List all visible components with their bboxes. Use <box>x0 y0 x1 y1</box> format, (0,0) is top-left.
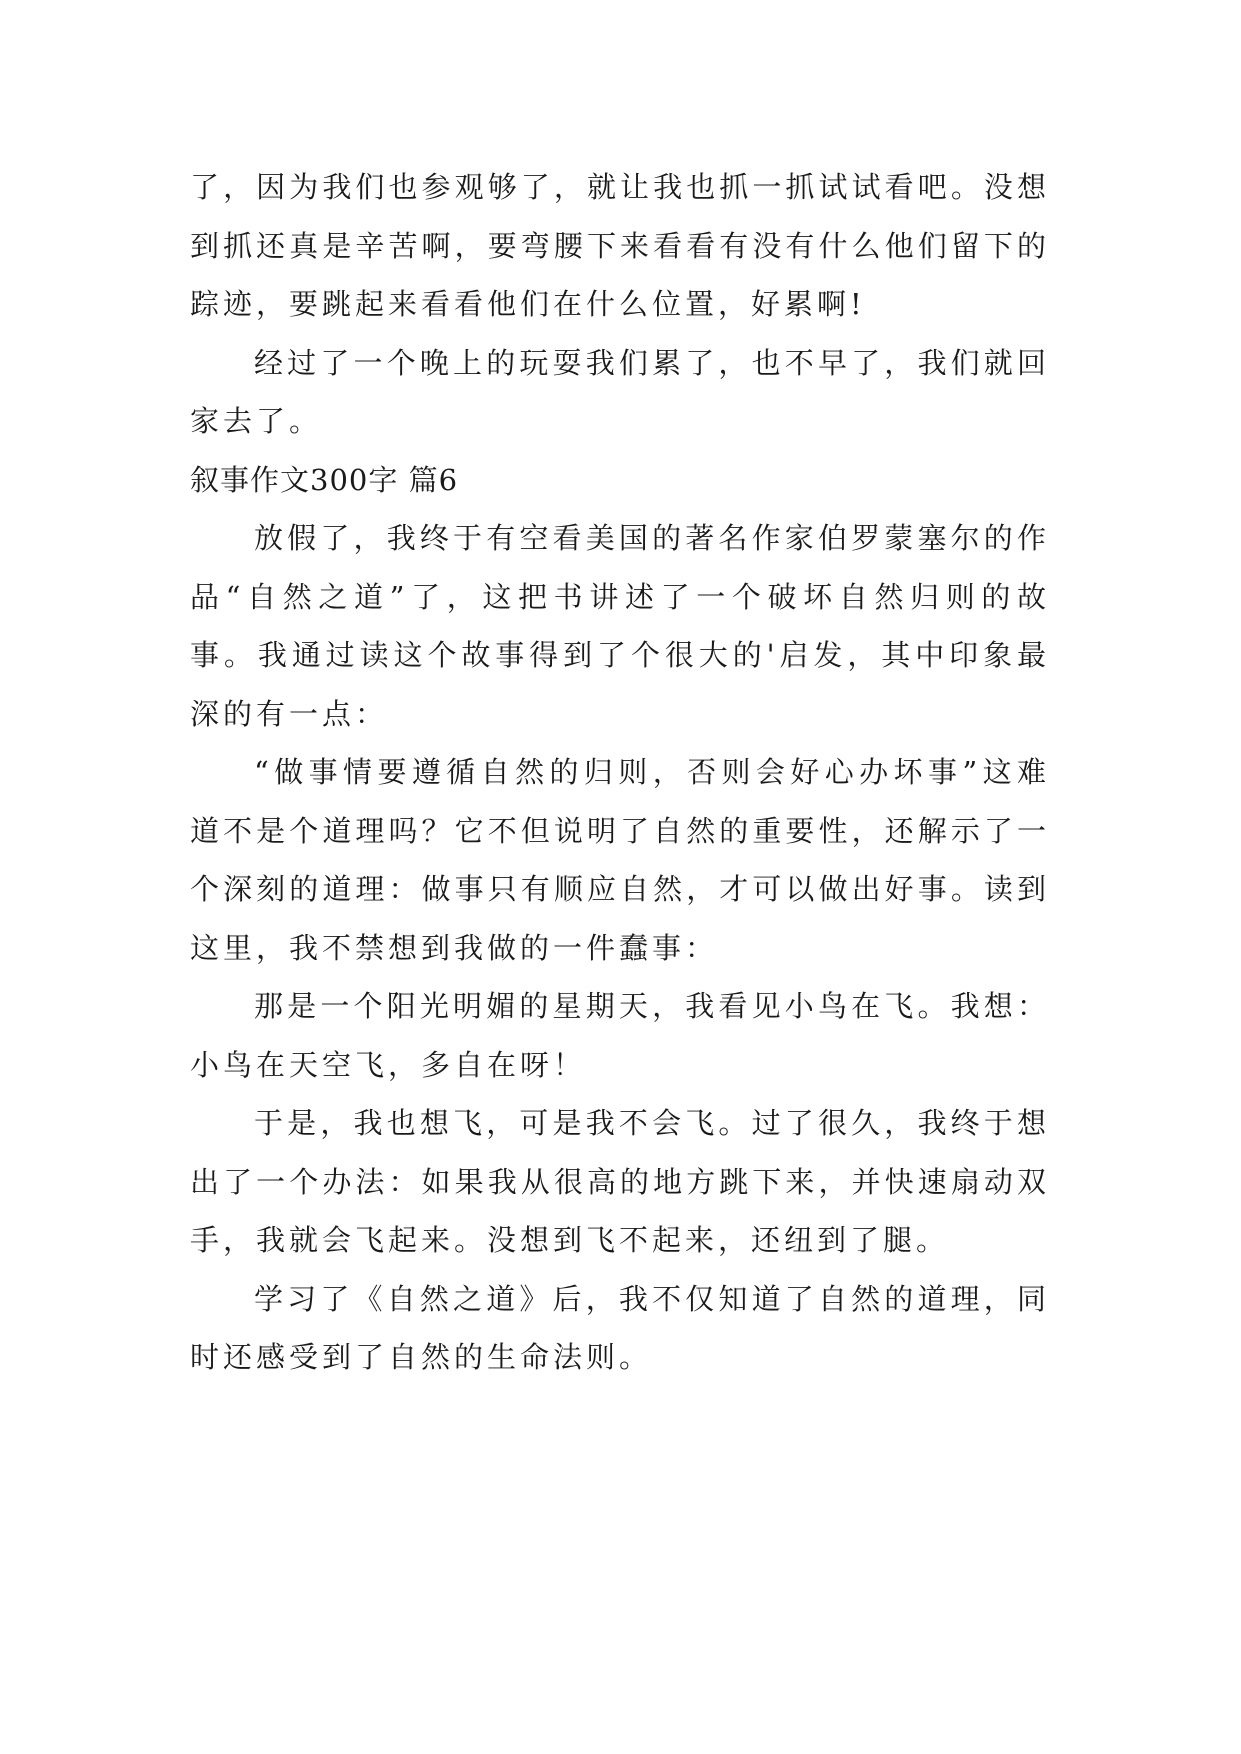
paragraph: “做事情要遵循自然的归则，否则会好心办坏事”这难道不是个道理吗？它不但说明了自然的重要性，还解示了一个深刻的道理：做事只有顺应自然，才可以做出好事。读到这里，我不禁想到我做的一件蠢事： <box>190 755 1050 965</box>
paragraph: 于是，我也想飞，可是我不会飞。过了很久，我终于想出了一个办法：如果我从很高的地方跳下来，并快速扇动双手，我就会飞起来。没想到飞不起来，还纽到了腿。 <box>190 1106 1050 1257</box>
paragraph: 经过了一个晚上的玩耍我们累了，也不早了，我们就回家去了。 <box>190 345 1050 438</box>
document-body <box>190 158 1050 1387</box>
paragraph: 放假了，我终于有空看美国的著名作家伯罗蒙塞尔的作品“自然之道”了，这把书讲述了一个破坏自然归则的故事。我通过读这个故事得到了个很大的'启发，其中印象最深的有一点： <box>190 521 1050 731</box>
section-heading: 叙事作文300字 篇6 <box>190 462 459 497</box>
paragraph: 那是一个阳光明媚的星期天，我看见小鸟在飞。我想：小鸟在天空飞，多自在呀！ <box>190 989 1050 1082</box>
paragraph-continuation: 了，因为我们也参观够了，就让我也抓一抓试试看吧。没想到抓还真是辛苦啊，要弯腰下来看看有没有什么他们留下的踪迹，要跳起来看看他们在什么位置，好累啊! <box>190 170 1050 321</box>
paragraph: 学习了《自然之道》后，我不仅知道了自然的道理，同时还感受到了自然的生命法则。 <box>190 1281 1050 1374</box>
